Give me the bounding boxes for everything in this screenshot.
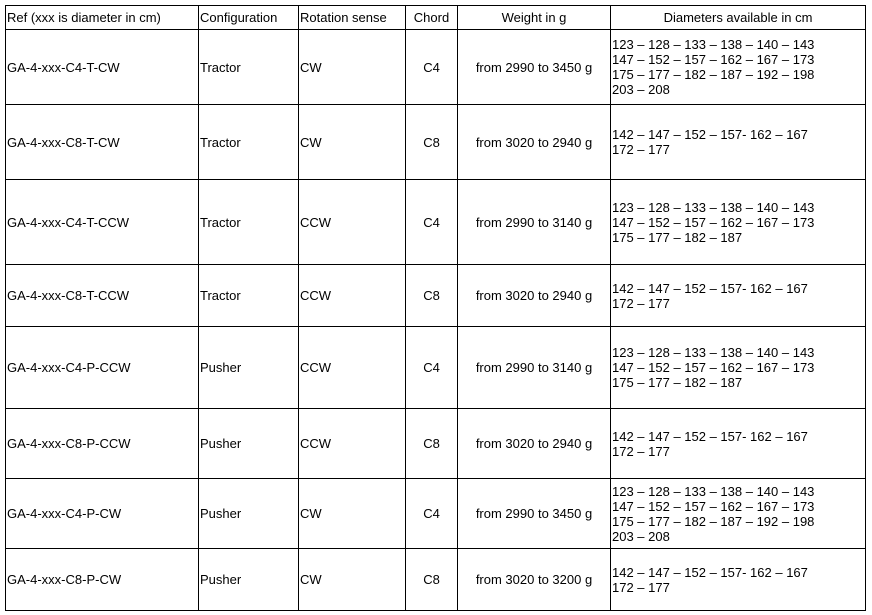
diameter-line: 147 – 152 – 157 – 162 – 167 – 173 (612, 498, 815, 514)
rotation-sense-cell: CW (299, 479, 406, 549)
rotation-sense-cell: CCW (299, 265, 406, 327)
configuration-cell: Pusher (199, 479, 299, 549)
weight-cell: from 3020 to 2940 g (458, 265, 611, 327)
table-row (6, 180, 866, 265)
diameters-cell (611, 479, 866, 549)
diameter-line: 142 – 147 – 152 – 157- 162 – 167 (612, 127, 808, 142)
ref-cell: GA-4-xxx-C8-P-CCW (6, 409, 199, 479)
weight-cell: from 2990 to 3450 g (458, 30, 611, 105)
ref-cell: GA-4-xxx-C8-T-CCW (6, 265, 199, 327)
configuration-cell: Tractor (199, 265, 299, 327)
diameters-cell (611, 105, 866, 180)
header-diameters: Diameters available in cm (611, 6, 866, 30)
weight-cell: from 3020 to 2940 g (458, 409, 611, 479)
weight-cell: from 3020 to 2940 g (458, 105, 611, 180)
header-rotation-sense: Rotation sense (299, 6, 406, 30)
rotation-sense-cell: CW (299, 30, 406, 105)
diameter-line: 147 – 152 – 157 – 162 – 167 – 173 (612, 360, 815, 375)
header-chord: Chord (406, 6, 458, 30)
diameter-line: 175 – 177 – 182 – 187 – 192 – 198 (612, 67, 815, 82)
configuration-cell: Pusher (199, 327, 299, 409)
ref-cell: GA-4-xxx-C8-T-CW (6, 105, 199, 180)
diameters-cell (611, 265, 866, 327)
ref-cell: GA-4-xxx-C4-P-CW (6, 479, 199, 549)
weight-cell: from 2990 to 3450 g (458, 479, 611, 549)
rotation-sense-cell: CCW (299, 409, 406, 479)
diameter-line: 123 – 128 – 133 – 138 – 140 – 143 (612, 483, 815, 499)
chord-cell: C8 (406, 549, 458, 611)
ref-cell: GA-4-xxx-C4-T-CCW (6, 180, 199, 265)
table-row (6, 549, 866, 611)
diameter-line: 172 – 177 (612, 142, 670, 157)
rotation-sense-cell: CCW (299, 180, 406, 265)
diameters-cell (611, 327, 866, 409)
diameter-line: 172 – 177 (612, 295, 670, 311)
diameter-line: 123 – 128 – 133 – 138 – 140 – 143 (612, 37, 815, 52)
diameter-line: 172 – 177 (612, 443, 670, 459)
diameter-line: 203 – 208 (612, 82, 670, 97)
configuration-cell: Tractor (199, 180, 299, 265)
header-configuration: Configuration (199, 6, 299, 30)
chord-cell: C8 (406, 265, 458, 327)
rotation-sense-cell: CCW (299, 327, 406, 409)
diameter-line: 123 – 128 – 133 – 138 – 140 – 143 (612, 345, 815, 360)
header-row (6, 6, 866, 30)
diameter-line: 142 – 147 – 152 – 157- 162 – 167 (612, 280, 808, 296)
diameters-cell (611, 30, 866, 105)
rotation-sense-cell: CW (299, 549, 406, 611)
diameter-line: 172 – 177 (612, 579, 670, 595)
weight-cell: from 2990 to 3140 g (458, 327, 611, 409)
table-row (6, 265, 866, 327)
header-ref: Ref (xxx is diameter in cm) (6, 6, 199, 30)
chord-cell: C8 (406, 409, 458, 479)
chord-cell: C4 (406, 30, 458, 105)
diameters-cell (611, 180, 866, 265)
weight-cell: from 3020 to 3200 g (458, 549, 611, 611)
rotation-sense-cell: CW (299, 105, 406, 180)
table-row (6, 479, 866, 549)
chord-cell: C8 (406, 105, 458, 180)
table-row (6, 105, 866, 180)
table-row (6, 409, 866, 479)
ref-cell: GA-4-xxx-C4-T-CW (6, 30, 199, 105)
propeller-table (5, 5, 866, 611)
diameter-line: 147 – 152 – 157 – 162 – 167 – 173 (612, 52, 815, 67)
diameter-line: 142 – 147 – 152 – 157- 162 – 167 (612, 428, 808, 444)
header-weight: Weight in g (458, 6, 611, 30)
diameters-cell (611, 409, 866, 479)
configuration-cell: Tractor (199, 30, 299, 105)
diameter-line: 123 – 128 – 133 – 138 – 140 – 143 (612, 199, 815, 215)
diameter-line: 175 – 177 – 182 – 187 (612, 229, 743, 245)
diameter-line: 203 – 208 (612, 528, 670, 544)
configuration-cell: Pusher (199, 549, 299, 611)
table-row (6, 30, 866, 105)
table-row (6, 327, 866, 409)
chord-cell: C4 (406, 327, 458, 409)
diameter-line: 142 – 147 – 152 – 157- 162 – 167 (612, 564, 808, 580)
ref-cell: GA-4-xxx-C4-P-CCW (6, 327, 199, 409)
weight-cell: from 2990 to 3140 g (458, 180, 611, 265)
diameter-line: 147 – 152 – 157 – 162 – 167 – 173 (612, 214, 815, 230)
chord-cell: C4 (406, 180, 458, 265)
chord-cell: C4 (406, 479, 458, 549)
configuration-cell: Tractor (199, 105, 299, 180)
ref-cell: GA-4-xxx-C8-P-CW (6, 549, 199, 611)
diameter-line: 175 – 177 – 182 – 187 (612, 375, 743, 390)
diameter-line: 175 – 177 – 182 – 187 – 192 – 198 (612, 513, 815, 529)
configuration-cell: Pusher (199, 409, 299, 479)
diameters-cell (611, 549, 866, 611)
